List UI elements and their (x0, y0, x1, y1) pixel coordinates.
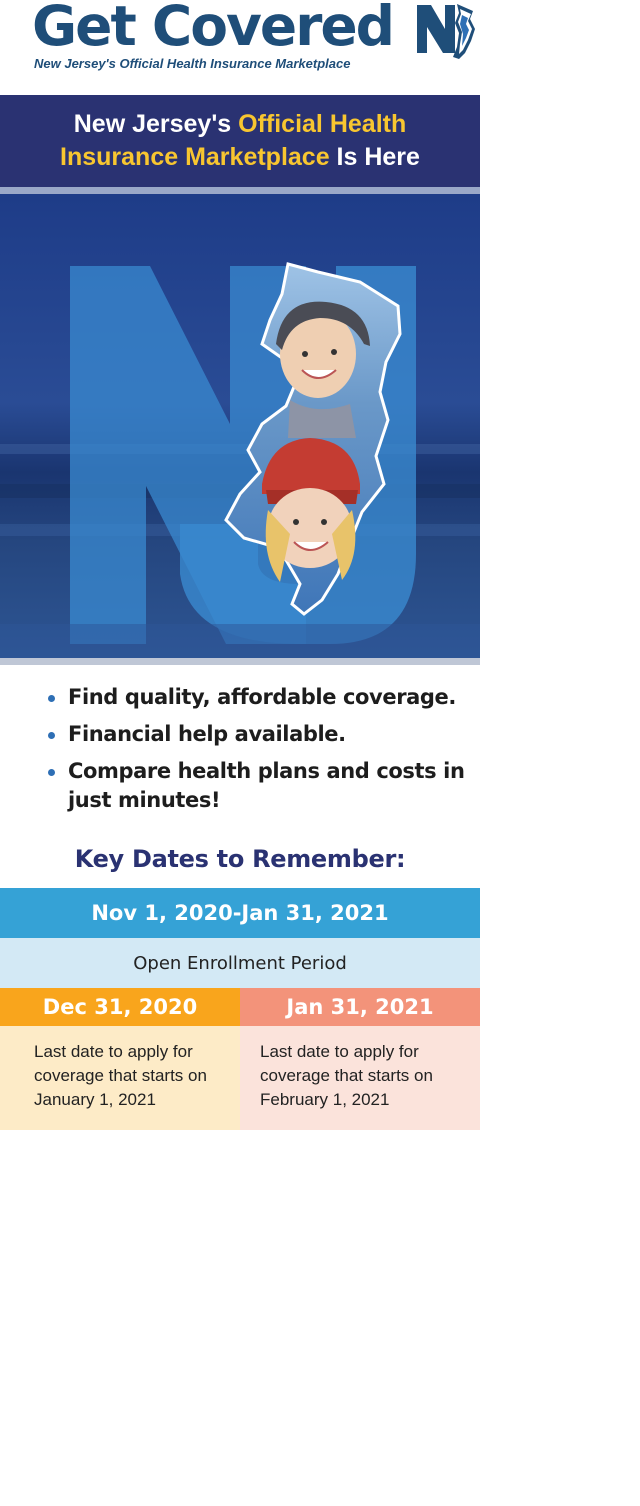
hero-divider (0, 658, 480, 665)
headline-banner (0, 95, 480, 187)
get-covered-nj-logo[interactable] (32, 0, 452, 80)
enrollment-date-range: Nov 1, 2020-Jan 31, 2021 (0, 888, 480, 938)
benefits-list (48, 683, 468, 823)
benefit-item: Financial help available. (48, 720, 468, 749)
nj-state-logo-icon (415, 1, 479, 61)
benefit-item: Compare health plans and costs in just minutes! (48, 757, 468, 815)
key-dates-heading: Key Dates to Remember: (74, 845, 406, 873)
hero-illustration (0, 194, 480, 658)
deadline-date-dec: Dec 31, 2020 (0, 988, 240, 1026)
headline-prefix: New Jersey's (73, 110, 239, 138)
benefit-item: Find quality, affordable coverage. (48, 683, 468, 712)
deadline-text-jan: Last date to apply for coverage that starts on February 1, 2021 (240, 1026, 480, 1130)
logo-wordmark: Get Covered (32, 0, 393, 58)
deadline-text-dec: Last date to apply for coverage that starts on January 1, 2021 (0, 1026, 240, 1130)
deadline-date-jan: Jan 31, 2021 (240, 988, 480, 1026)
headline-line-2 (60, 141, 420, 174)
logo-tagline: New Jersey's Official Health Insurance Marketplace (34, 56, 351, 71)
enrollment-period-label: Open Enrollment Period (0, 938, 480, 988)
headline-highlight-2: Insurance Marketplace (60, 143, 330, 171)
headline-suffix: Is Here (329, 143, 420, 171)
headline-highlight-1: Official Health (238, 110, 407, 138)
banner-divider (0, 187, 480, 194)
hero-image (0, 194, 480, 658)
headline-line-1 (60, 108, 420, 141)
